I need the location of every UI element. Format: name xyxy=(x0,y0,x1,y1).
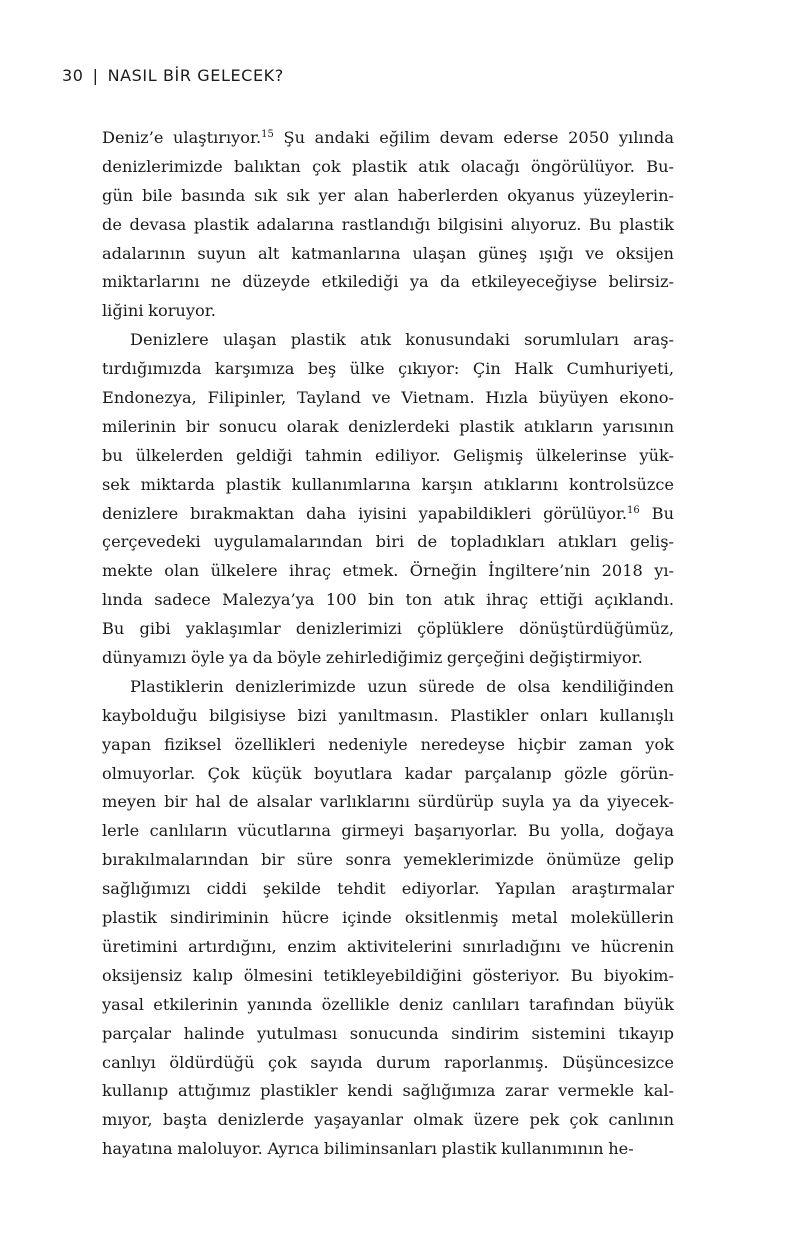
text-line: meyen bir hal de alsalar varlıklarını sürdürüp suyla ya da yiyecek- xyxy=(102,792,674,812)
text-line: çerçevedeki uygulamalarından biri de topladıkları atıkları geliş- xyxy=(102,532,674,552)
text-line: kullanıp attığımız plastikler kendi sağlığımıza zarar vermekle kal- xyxy=(102,1081,674,1101)
paragraph xyxy=(102,124,674,326)
text-line: de devasa plastik adalarına rastlandığı bilgisini alıyoruz. Bu plastik xyxy=(102,214,674,234)
text-line: denizlerimizde balıktan çok plastik atık olacağı öngörülüyor. Bu- xyxy=(102,156,674,176)
text-line: sağlığımızı ciddi şekilde tehdit ediyorlar. Yapılan araştırmalar xyxy=(102,879,674,899)
line-text: denizlere bırakmaktan daha iyisini yapabildikleri görülüyor. xyxy=(102,503,628,523)
page-number: 30 xyxy=(62,66,84,85)
text-line: parçalar halinde yutulması sonucunda sindirim sistemini tıkayıp xyxy=(102,1023,674,1043)
text-line: tırdığımızda karşımıza beş ülke çıkıyor: Çin Halk Cumhuriyeti, xyxy=(102,359,674,379)
text-line: hayatına maloluyor. Ayrıca biliminsanları plastik kullanımının he- xyxy=(102,1139,634,1159)
text-line: olmuyorlar. Çok küçük boyutlara kadar parçalanıp gözle görün- xyxy=(102,763,674,783)
text-line xyxy=(102,124,674,153)
text-line: Plastiklerin denizlerimizde uzun sürede de olsa kendiliğinden xyxy=(130,676,674,696)
text-line: mekte olan ülkelere ihraç etmek. Örneğin İngiltere’nin 2018 yı- xyxy=(102,561,674,581)
footnote-marker: 15 xyxy=(261,129,274,140)
text-line: bu ülkelerden geldiği tahmin ediliyor. Gelişmiş ülkelerinse yük- xyxy=(102,445,674,465)
text-line: adalarının suyun alt katmanlarına ulaşan güneş ışığı ve oksijen xyxy=(102,243,674,263)
text-line: Denizlere ulaşan plastik atık konusundaki sorumluları araş- xyxy=(130,330,674,350)
line-text: Şu andaki eğilim devam ederse 2050 yılında xyxy=(273,128,675,147)
text-line: üretimini artırdığını, enzim aktivitelerini sınırladığını ve hücrenin xyxy=(102,936,674,956)
header-separator: | xyxy=(92,66,99,85)
text-line xyxy=(102,500,674,529)
text-line: miktarlarını ne düzeyde etkilediği ya da etkileyeceğiyse belirsiz- xyxy=(102,272,674,292)
book-title: NASIL BİR GELECEK? xyxy=(107,66,284,85)
footnote-marker: 16 xyxy=(627,504,640,516)
text-line: bırakılmalarından bir süre sonra yemeklerimizde önümüze gelip xyxy=(102,850,674,870)
text-line: yasal etkilerinin yanında özellikle deniz canlıları tarafından büyük xyxy=(102,994,674,1014)
text-line: Bu gibi yaklaşımlar denizlerimizi çöplüklere dönüştürdüğümüz, xyxy=(102,619,674,639)
text-line: dünyamızı öyle ya da böyle zehirlediğimiz gerçeğini değiştirmiyor. xyxy=(102,648,643,668)
text-line: liğini koruyor. xyxy=(102,301,216,321)
text-line: sek miktarda plastik kullanımlarına karşın atıklarını kontrolsüzce xyxy=(102,474,674,494)
line-text: Deniz’e ulaştırıyor. xyxy=(102,128,262,147)
text-line: milerinin bir sonucu olarak denizlerdeki plastik atıkların yarısının xyxy=(102,416,674,436)
text-line: canlıyı öldürdüğü çok sayıda durum raporlanmış. Düşüncesizce xyxy=(102,1052,674,1072)
text-line: yapan fiziksel özellikleri nedeniyle neredeyse hiçbir zaman yok xyxy=(102,734,674,754)
text-line: oksijensiz kalıp ölmesini tetikleyebildiğini gösteriyor. Bu biyokim- xyxy=(102,965,674,985)
text-line: mıyor, başta denizlerde yaşayanlar olmak üzere pek çok canlının xyxy=(102,1110,674,1130)
text-line: gün bile basında sık sık yer alan haberlerden okyanus yüzeylerin- xyxy=(102,185,674,205)
paragraph xyxy=(102,673,674,1164)
paragraph xyxy=(102,326,674,673)
text-line: lerle canlıların vücutlarına girmeyi başarıyorlar. Bu yolla, doğaya xyxy=(102,821,674,841)
body-text xyxy=(102,124,674,1164)
text-line: kaybolduğu bilgisiyse bizi yanıltmasın. Plastikler onları kullanışlı xyxy=(102,705,674,725)
text-line: Endonezya, Filipinler, Tayland ve Vietnam. Hızla büyüyen ekono- xyxy=(102,388,674,408)
line-text: Bu xyxy=(639,503,675,523)
running-header xyxy=(62,66,284,85)
text-line: lında sadece Malezya’ya 100 bin ton atık ihraç ettiği açıklandı. xyxy=(102,590,674,610)
text-line: plastik sindiriminin hücre içinde oksitlenmiş metal moleküllerin xyxy=(102,908,674,928)
